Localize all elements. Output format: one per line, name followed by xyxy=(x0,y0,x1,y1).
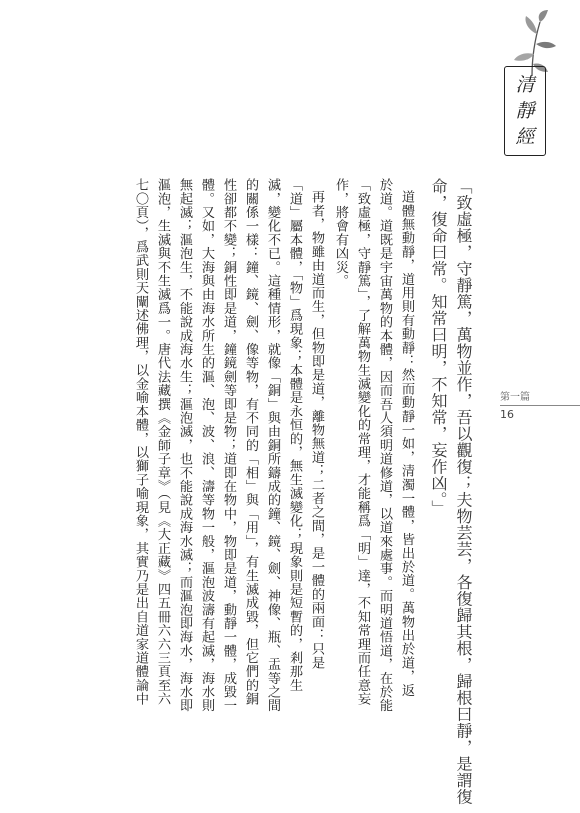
text-line: 七〇頁），爲武則天闡述佛理，以金喻本體，以獅子喻現象，其實乃是出自道家道體論中 xyxy=(133,178,148,706)
book-title-char: 靜 xyxy=(515,100,535,122)
text-line: 體。又如，大海與由海水所生的漚、泡、波、浪、濤等物一般，漚泡波濤有起滅，海水則 xyxy=(199,178,214,713)
text-line: 「致虛極，守靜篤」，了解萬物生滅變化的常理，才能稱爲「明」達，不知常理而任意妄 xyxy=(355,178,370,706)
page-marker xyxy=(500,392,580,421)
text-line: 的關係一樣：鐘、鏡、劍、像等物，有不同的「相」與「用」，有生滅成毀，但它們的銅 xyxy=(243,178,258,706)
text-line: 「道」屬本體，「物」爲現象；本體是永恒的，無生滅變化；現象則是短暫的，剎那生 xyxy=(287,178,302,692)
text-line: 於道。道既是宇宙萬物的本體，因而吾人須明道修道，以道來處事。而明道悟道，在於能 xyxy=(377,178,392,713)
quote-line: 「致虛極，守靜篤，萬物並作，吾以觀復；夫物芸芸，各復歸其根，歸根曰靜，是謂復 xyxy=(454,178,473,805)
page-number: 16 xyxy=(500,408,514,421)
text-line: 滅，變化不已。這種情形，就像「銅」與由銅所鑄成的鐘、鏡、劍、神像、瓶、盂等之間 xyxy=(265,178,280,713)
text-line: 再者，物雖由道而生，但物即是道，離物無道；二者之間，是一體的兩面：只是 xyxy=(309,190,324,670)
text-line: 無起滅；漚泡生，不能說成海水生；漚泡滅，也不能說成海水滅；而漚泡即海水，海水即 xyxy=(177,178,192,713)
text-line: 道體無動靜，道用則有動靜：然而動靜一如，清濁一體，皆出於道。萬物出於道，返 xyxy=(399,190,414,697)
part-label: 第一篇 xyxy=(500,392,530,403)
chapter-emblem xyxy=(496,8,558,158)
text-line: 漚泡，生滅與不生滅爲一。唐代法藏撰《金師子章》（見《大正藏》四五冊六六三頁至六 xyxy=(155,178,170,706)
marker-rule xyxy=(500,405,580,406)
book-title-char: 經 xyxy=(515,126,535,148)
text-line: 性卻都不變；銅性即是道，鐘鏡劍等即是物；道即在物中，物即是道，動靜一體，成毀一 xyxy=(221,178,236,713)
quote-line: 命，復命曰常。知常曰明，不知常，妄作凶。」 xyxy=(429,178,448,517)
book-title-box xyxy=(504,66,546,156)
book-title-char: 清 xyxy=(515,74,535,96)
text-line: 作，將會有凶災。 xyxy=(333,178,348,288)
